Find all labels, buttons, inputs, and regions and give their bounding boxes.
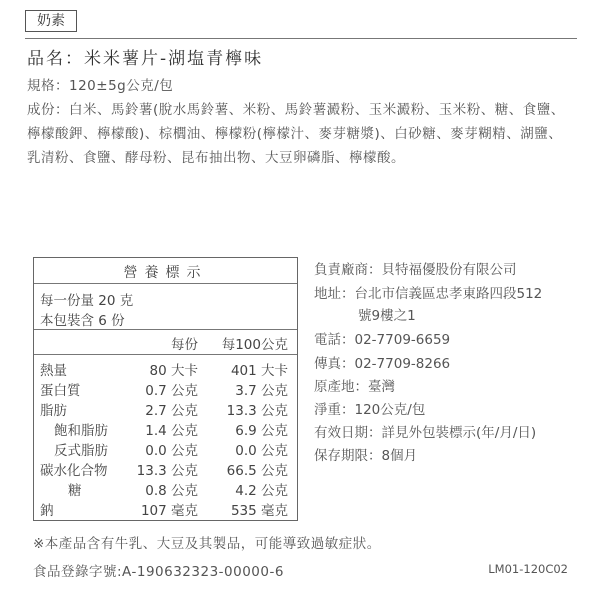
col-header-per-serving: 每份 <box>171 337 198 353</box>
nutrient-name: 熱量 <box>40 363 67 379</box>
address-line-2: 號9樓之1 <box>358 308 416 324</box>
nutrient-per-100g: 4.2 公克 <box>235 483 288 499</box>
nutrient-name: 碳水化合物 <box>40 463 108 479</box>
nutrient-per-100g: 13.3 公克 <box>226 403 288 419</box>
nutrient-per-serving: 0.8 公克 <box>145 483 198 499</box>
allergen-notice: ※本產品含有牛乳、大豆及其製品，可能導致過敏症狀。 <box>33 536 381 552</box>
net-weight: 淨重：120公克/包 <box>314 402 426 418</box>
country-of-origin: 原產地：臺灣 <box>314 379 395 395</box>
nutrient-per-serving: 1.4 公克 <box>145 423 198 439</box>
nutrient-per-serving: 80 大卡 <box>149 363 198 379</box>
nutrient-name: 蛋白質 <box>40 383 81 399</box>
table-divider <box>34 329 297 330</box>
nutrition-table <box>33 257 298 521</box>
ingredients-line-2: 檸檬酸鉀、檸檬酸)、棕櫚油、檸檬粉(檸檬汁、麥芽糖漿)、白砂糖、麥芽糊精、湖鹽、 <box>27 126 563 142</box>
nutrient-name: 脂肪 <box>40 403 67 419</box>
vegetarian-badge: 奶素 <box>25 10 77 32</box>
nutrient-per-100g: 0.0 公克 <box>235 443 288 459</box>
nutrient-per-100g: 401 大卡 <box>230 363 288 379</box>
ingredients-line-3: 乳清粉、食鹽、酵母粉、昆布抽出物、大豆卵磷脂、檸檬酸。 <box>27 150 405 166</box>
nutrient-per-serving: 13.3 公克 <box>136 463 198 479</box>
table-divider <box>34 354 297 355</box>
phone: 電話：02-7709-6659 <box>314 332 451 348</box>
nutrient-per-100g: 66.5 公克 <box>226 463 288 479</box>
serving-size: 每一份量 20 克 <box>40 293 134 309</box>
nutrient-per-serving: 0.0 公克 <box>145 443 198 459</box>
nutrient-per-serving: 107 毫克 <box>140 503 198 519</box>
nutrient-per-100g: 3.7 公克 <box>235 383 288 399</box>
ingredients-line-1: 成份：白米、馬鈴薯(脫水馬鈴薯、米粉、馬鈴薯澱粉、玉米澱粉、玉米粉、糖、食鹽、 <box>27 102 565 118</box>
nutrient-per-100g: 535 毫克 <box>230 503 288 519</box>
shelf-life: 保存期限：8個月 <box>314 448 418 464</box>
nutrient-name: 鈉 <box>40 503 54 519</box>
nutrition-title: 營養標示 <box>123 265 208 281</box>
col-header-per-100g: 每100公克 <box>221 337 288 353</box>
nutrient-name: 飽和脂肪 <box>54 423 108 439</box>
table-divider <box>34 283 297 284</box>
product-code: LM01-120C02 <box>488 562 568 576</box>
nutrient-name: 糖 <box>68 483 82 499</box>
address-line-1: 地址：台北市信義區忠孝東路四段512 <box>314 286 543 302</box>
manufacturer: 負責廠商：貝特福優股份有限公司 <box>314 262 517 278</box>
food-registration-number: 食品登錄字號:A-190632323-00000-6 <box>33 564 284 580</box>
expiry-date: 有效日期：詳見外包裝標示(年/月/日) <box>314 425 537 441</box>
product-spec: 規格：120±5g公克/包 <box>27 78 174 94</box>
top-divider <box>25 38 577 39</box>
nutrient-name: 反式脂肪 <box>54 443 108 459</box>
servings-per-pack: 本包裝含 6 份 <box>40 313 125 329</box>
nutrient-per-serving: 0.7 公克 <box>145 383 198 399</box>
nutrient-per-serving: 2.7 公克 <box>145 403 198 419</box>
nutrient-per-100g: 6.9 公克 <box>235 423 288 439</box>
product-name: 品名：米米薯片-湖塩青檸味 <box>27 49 264 69</box>
fax: 傳真：02-7709-8266 <box>314 356 451 372</box>
